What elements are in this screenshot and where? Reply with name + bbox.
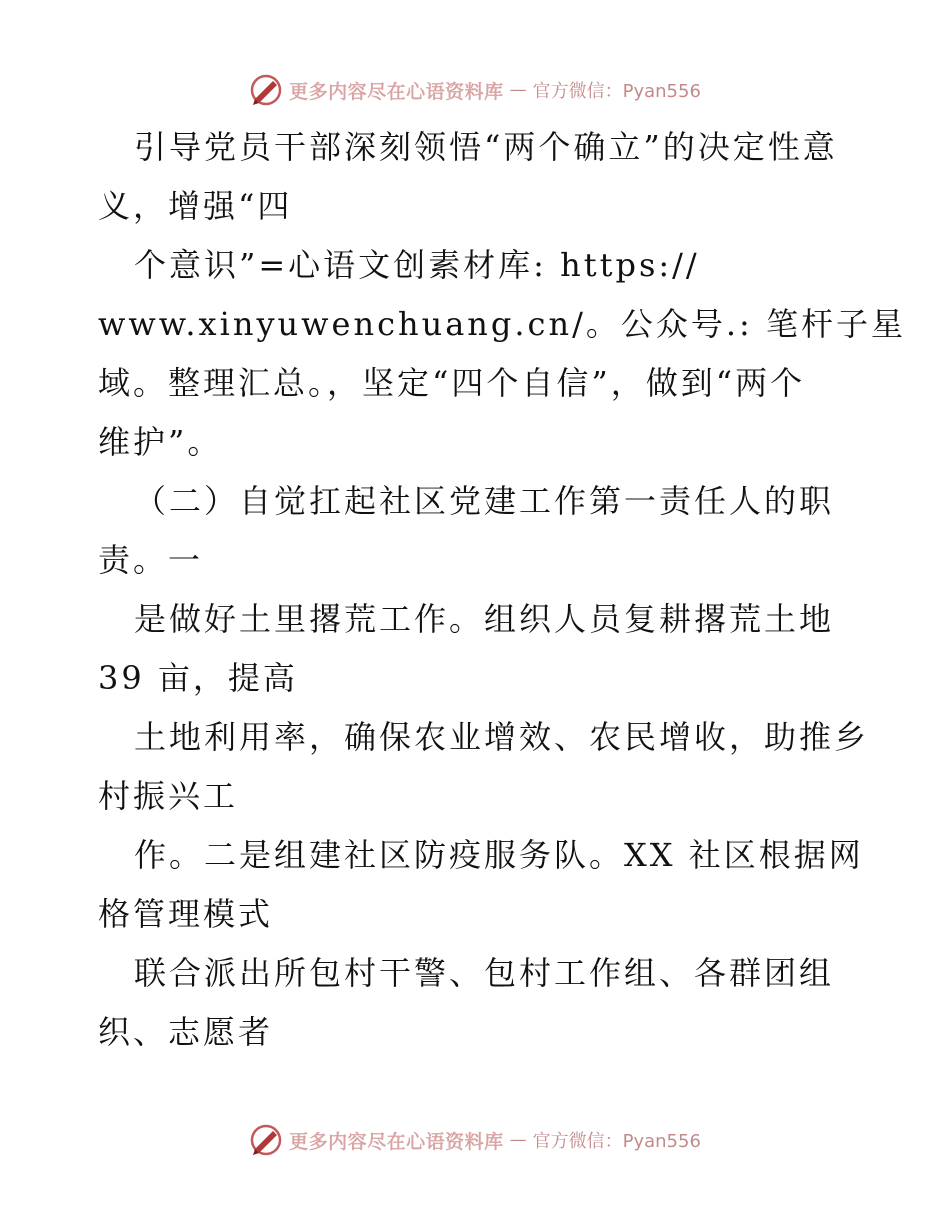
text-line: 39 亩，提高 bbox=[98, 659, 298, 697]
pen-logo-icon bbox=[249, 1123, 283, 1157]
text-line: 义，增强“四 bbox=[98, 187, 293, 225]
text-line: 责。一 bbox=[98, 541, 204, 579]
watermark-contact: 官方微信：Pyan556 bbox=[532, 1131, 701, 1152]
footer-watermark bbox=[0, 1120, 950, 1160]
header-watermark bbox=[0, 70, 950, 110]
text-line: www.xinyuwenchuang.cn/。公众号.: 笔杆子星 bbox=[98, 305, 906, 343]
watermark-separator: — bbox=[509, 80, 527, 100]
text-line: 土地利用率，确保农业增效、农民增收，助推乡 bbox=[134, 718, 870, 756]
watermark-brand: 更多内容尽在心语资料库 bbox=[289, 80, 504, 103]
watermark-brand: 更多内容尽在心语资料库 bbox=[289, 1130, 504, 1153]
text-line: 维护”。 bbox=[98, 423, 223, 461]
text-line: 作。二是组建社区防疫服务队。XX 社区根据网 bbox=[134, 836, 864, 874]
text-line: 个意识”=心语文创素材库: https:// bbox=[134, 246, 700, 284]
watermark-contact: 官方微信：Pyan556 bbox=[532, 81, 701, 102]
text-line: 域。整理汇总。，坚定“四个自信”，做到“两个 bbox=[98, 364, 806, 402]
text-line: 织、志愿者 bbox=[98, 1013, 274, 1051]
watermark-separator: — bbox=[509, 1130, 527, 1150]
text-line: （二）自觉扛起社区党建工作第一责任人的职 bbox=[134, 482, 835, 520]
text-line: 村振兴工 bbox=[98, 777, 239, 815]
document-body bbox=[98, 118, 906, 1062]
text-line: 引导党员干部深刻领悟“两个确立”的决定性意 bbox=[134, 128, 838, 166]
text-line: 格管理模式 bbox=[98, 895, 274, 933]
text-line: 是做好土里撂荒工作。组织人员复耕撂荒土地 bbox=[134, 600, 835, 638]
text-line: 联合派出所包村干警、包村工作组、各群团组 bbox=[134, 954, 835, 992]
pen-logo-icon bbox=[249, 73, 283, 107]
